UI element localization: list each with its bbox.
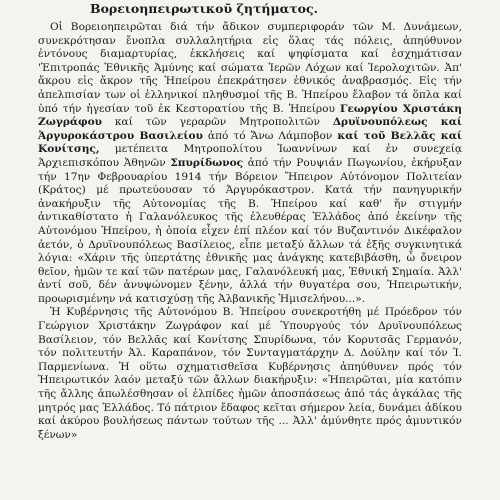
text-run: μετέπειτα Μητροπολίτου Ἰωαννίνων καί ἐν συνεχείᾳ Ἀρχιεπισκόπου Ἀθηνῶν [38,143,462,169]
bold-name: Γεωργίου Χριστάκη Ζωγράφου [38,102,462,129]
section-heading: Βορειοηπειρωτικοῦ ζητήματος. [90,1,318,16]
text-run: Οἱ Βορειοηπειρῶται διά τήν ἄδικον συμπεριφοράν τῶν Μ. Δυνάμεων, συνεκρότησαν ἔνοπλα συλλαλητήρια εἰς ὅλας τάς πόλεις, ἁπηύθυνον ἐντόνους διαμαρτυρίας, ἐκκλήσεις καί ψηφίσματα καί ἐσχημάτισαν 'Ἐπιτροπάς Ἐθνικῆς Ἀμύνης καί σώματα Ἱερῶν Λόχων καί Ἱερολοχιτῶν. Ἀπ' ἄκρου εἰς ἄκρον τῆς Ἠπείρου ἐπεκράτησεν ἐθνικός ἀναβρασμός. Εἰς τήν ἀπελπισίαν των οἱ ἑλληνικοί πληθυσμοί τῆς Β. Ἠπείρου ἔλαβον τά ὅπλα καί ὑπό τήν ἡγεσίαν τοῦ ἐκ Κεστορατίου τῆς Β. Ἠπείρου [38,21,462,115]
text-run: ἀπό τό Ἄνω Λάμποβον [202,129,338,142]
text-run: καί τῶν γεραρῶν Μητροπολιτῶν [102,116,333,129]
bold-name: Σπυρίδωνος [170,156,244,169]
text-run: ἀπό τήν Ρουψιάν Πωγωνίου, ἐκήρυξαν τήν 17ην Φεβρουαρίου 1914 τήν Βόρειον Ἤπειρον Αὐτόνομον Πολιτείαν (Κράτος) μέ πρωτεύουσαν τό Ἀργυρόκαστρον. Κατά τήν πανηγυρικήν ἀνακήρυξιν τῆς Αὐτονομίας τῆς Β. Ἠπείρου καί καθ' ἥν στιγμήν ἀντικαθίστατο ἡ Γαλανόλευκος τῆς ἐλευθέρας Ἑλλάδος ἀπό ἐκείνην τῆς Αὐτονόμου Ἠπείρου, ἡ ὁποία εἶχεν ἐπί πλέον καί τόν Βυζαντινόν Δικέφαλον ἀετόν, ὁ Δρυϊνουπόλεως Βασίλειος, εἶπε μεταξύ ἄλλων τά ἑξῆς συγκινητικά λόγια: «Χάριν τῆς ὑπερτάτης ἐθνικῆς μας ἀνάγκης κατεβιβάσθη, ὦ ὄνειρον θεῖον, ἡμῶν τε καί τῶν πατέρων μας, Γαλανόλευκή μας, Ἐθνική Σημαία. Ἀλλ' ἀντί σοῦ, δέν ἀνυψώνομεν ξένην, ἀλλά τήν θυγατέρα σου, Ἠπειρωτικήν, προωρισμένην νά κατισχύσῃ τῆς Ἀλβανικῆς Ἡμισελήνου...». [38,156,462,305]
bold-name: Δρυϊνουπόλεως καί Ἀργυροκάστρου Βασιλείου [38,116,463,142]
paragraph-government-formation: Ἡ Κυβέρνησις τῆς Αὐτονόμου Β. Ἠπείρου συνεκροτήθη μέ Πρόεδρον τόν Γεώργιον Χριστάκην Ζωγράφον καί μέ Ὑπουργούς τόν Δρυϊνουπόλεως Βασίλειον, τόν Βελλᾶς καί Κονίτσης Σπυρίδωνα, τόν Κορυτσᾶς Γερμανόν, τόν πολιτευτήν Ἀλ. Καραπάνον, τόν Συνταγματάρχην Δ. Δούλην καί τόν Ἰ. Παρμενίωνα. Ἡ οὕτω σχηματισθεῖσα Κυβέρνησις ἀπηύθυνεν πρός τόν Ἠπειρωτικόν λαόν μεταξύ τῶν ἄλλων διακήρυξιν: «Ἠπειρῶται, μία κατόπιν τῆς ἄλλης ἀπωλέσθησαν οἱ ἐλπίδες ἡμῶν ἀποσπάσεως ἀπό τάς ἀγκάλας τῆς μητρός μας Ἑλλάδος. Τό πάτριον ἔδαφος κεῖται σήμερον λεία, δυνάμει ἀδίκου καί ἀκύρου βουλήσεως πάντων τούτων τῆς ... Ἀλλ' ἀμύνθητε πρός ἀμυντικόν ξένων» [38,306,462,441]
bold-name: καί τοῦ Βελλᾶς καί Κονίτσης, [38,129,462,156]
body-text [38,21,462,442]
paragraph-autonomy-declaration [38,21,462,306]
